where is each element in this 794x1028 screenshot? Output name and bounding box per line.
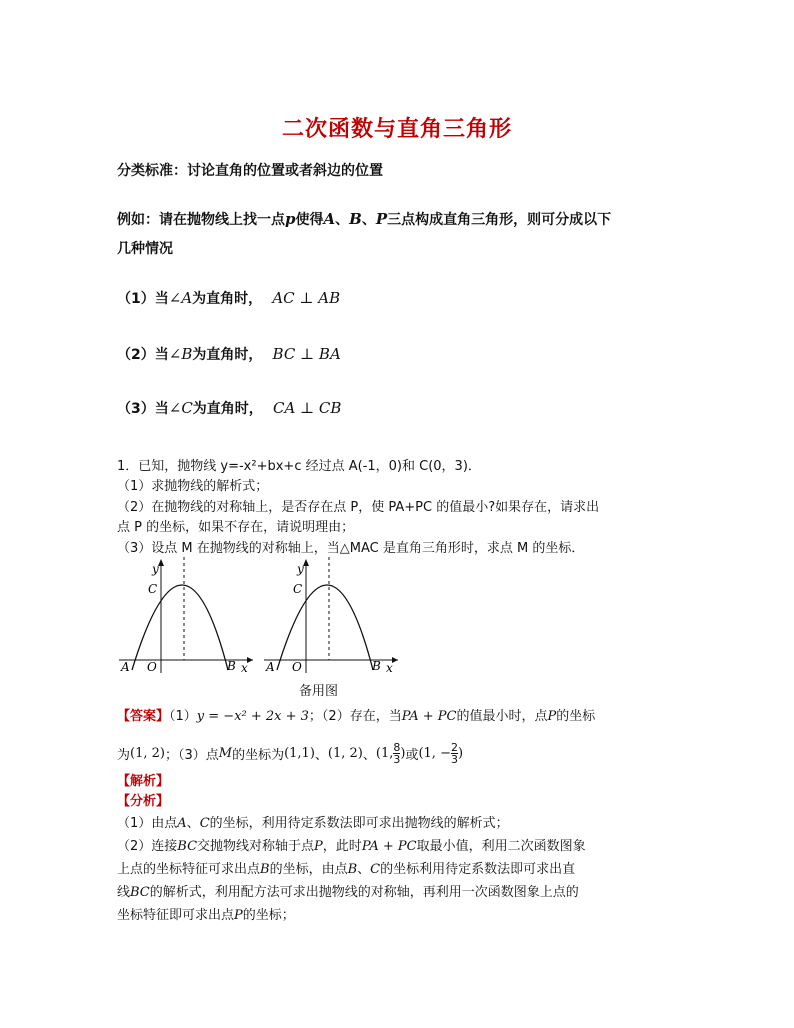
problem-q2a: （2）在抛物线的对称轴上，是否存在点 P，使 PA+PC 的值最小?如果存在，请求出 <box>117 500 600 515</box>
case-1: （1）当∠A为直角时， AC ⊥ AB <box>117 289 341 307</box>
case-2: （2）当∠B为直角时， BC ⊥ BA <box>117 345 341 363</box>
parabola-curve <box>277 585 373 670</box>
problem-q3: （3）设点 M 在抛物线的对称轴上，当△MAC 是直角三角形时，求点 M 的坐标． <box>117 541 585 556</box>
fraction-8-3: $\frac{8}{3}$ <box>393 740 401 766</box>
parabola-curve <box>132 585 228 670</box>
b-label: B <box>227 659 236 673</box>
fenxi-line-1: （1）由点A、C的坐标，利用待定系数法即可求出抛物线的解析式； <box>117 816 509 831</box>
o-label: O <box>147 660 157 674</box>
case-3: （3）当∠C为直角时， CA ⊥ CB <box>117 399 342 417</box>
fenxi-line-4: 线BC的解析式，利用配方法可求出抛物线的对称轴，再利用一次函数图象上点的 <box>117 885 579 900</box>
y-label: y <box>297 562 304 576</box>
figure-caption: 备用图 <box>299 684 339 699</box>
parabola-figure-main <box>115 555 255 675</box>
x-label: x <box>241 661 248 675</box>
example-line-2: 几种情况 <box>117 241 173 257</box>
c-label: C <box>148 582 158 596</box>
fraction-2-3: $\frac{2}{3}$ <box>450 740 458 766</box>
a-label: A <box>266 660 275 674</box>
c-label: C <box>293 582 303 596</box>
criteria-text: 分类标准：讨论直角的位置或者斜边的位置 <box>117 163 383 179</box>
parabola-figure-spare <box>260 555 400 675</box>
problem-stem: 1．已知，抛物线 y=-x²+bx+c 经过点 A(-1，0)和 C(0，3)． <box>117 459 481 474</box>
x-label: x <box>386 661 393 675</box>
answer-line-2: 为 (1, 2) ；（3）点 M 的坐标为 (1,1) 、 (1, 2) 、 (1, $\frac{8}{3}$ ) 或 (1, − $\frac{2}{3}$ ) <box>117 740 464 766</box>
fenxi-tag: 【分析】 <box>117 794 170 809</box>
page-title: 二次函数与直角三角形 <box>281 117 512 142</box>
fenxi-line-2: （2）连接BC交抛物线对称轴于点P，此时PA + PC取最小值，利用二次函数图象 <box>117 839 586 854</box>
a-label: A <box>121 660 130 674</box>
y-label: y <box>152 562 159 576</box>
o-label: O <box>292 660 302 674</box>
problem-q1: （1）求抛物线的解析式； <box>117 479 269 494</box>
problem-q2b: 点 P 的坐标，如果不存在，请说明理由； <box>117 520 355 535</box>
fenxi-line-3: 上点的坐标特征可求出点B的坐标，由点B、C的坐标利用待定系数法即可求出直 <box>117 862 576 877</box>
fenxi-line-5: 坐标特征即可求出点P的坐标； <box>117 908 295 923</box>
answer-line-1: 【答案】（1）y = −x² + 2x + 3；（2）存在，当PA + PC的值最小时，点P的坐标 <box>117 709 596 724</box>
b-label: B <box>372 659 381 673</box>
analysis-tag: 【解析】 <box>117 774 170 789</box>
example-line-1: 例如：请在抛物线上找一点p使得A、B、P三点构成直角三角形，则可分成以下 <box>117 210 612 228</box>
